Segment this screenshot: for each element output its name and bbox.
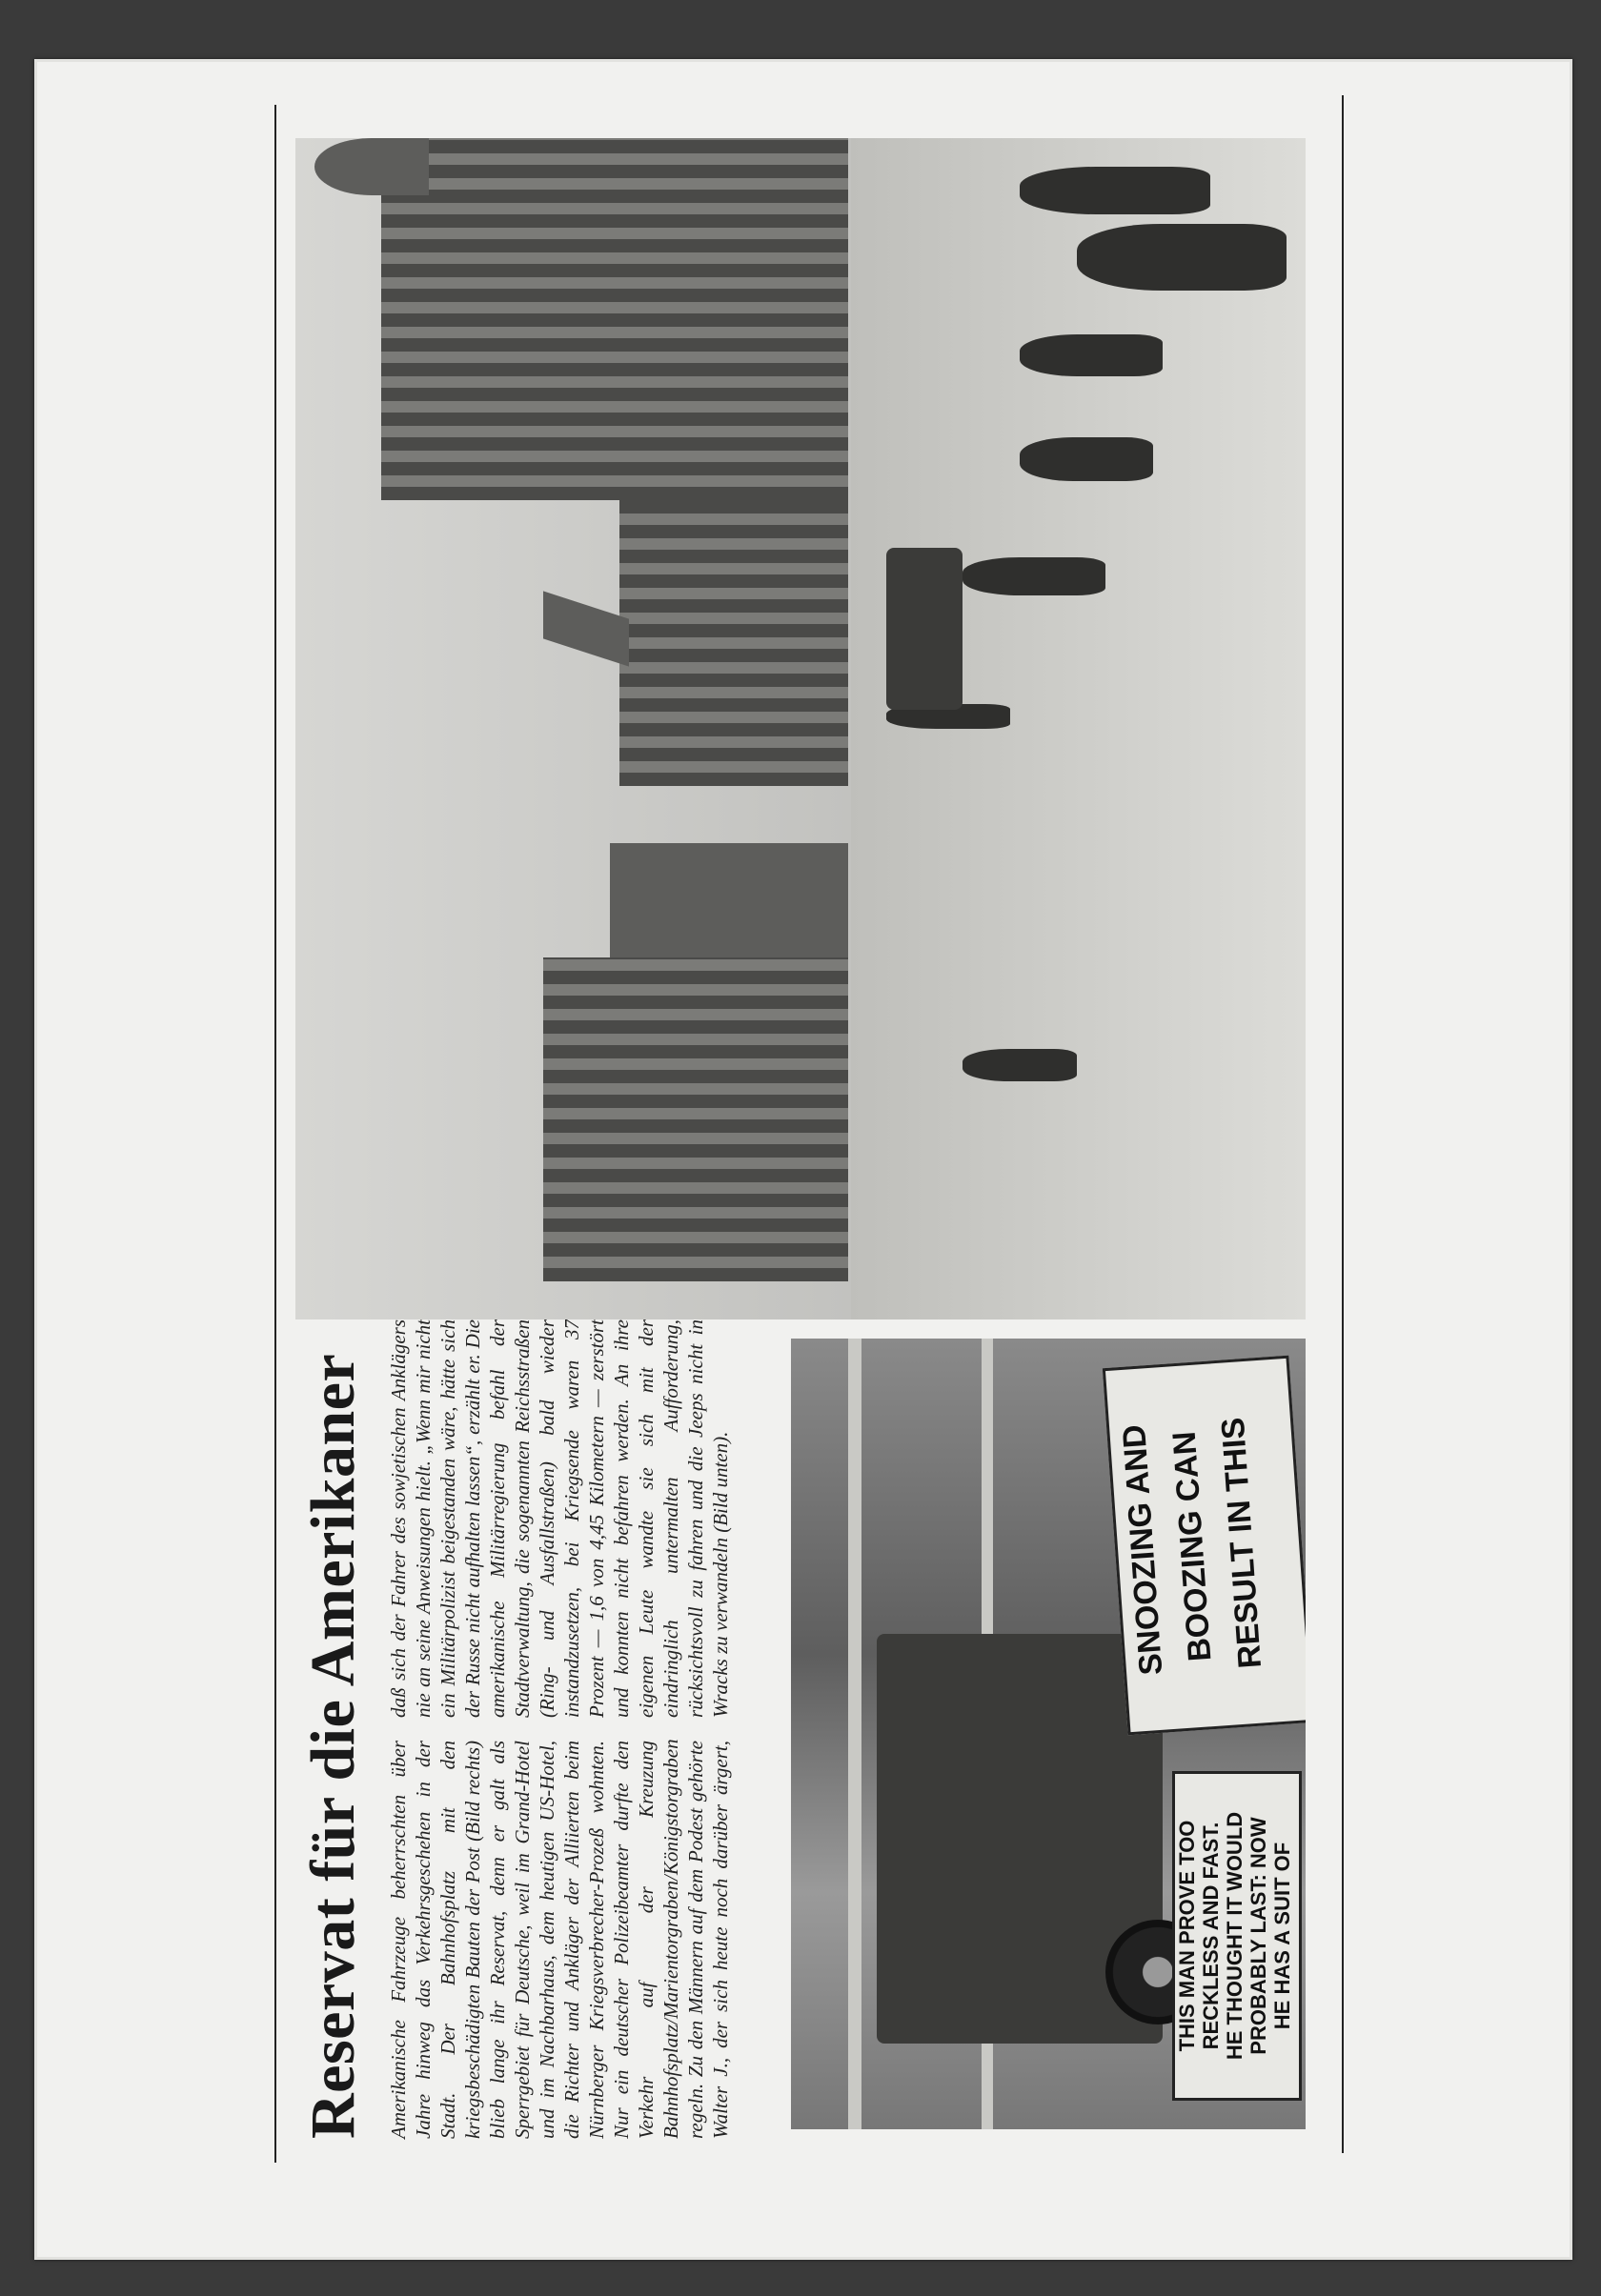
warning-sign-left: THIS MAN PROVE TOO RECKLESS AND FAST. HE THOUGHT IT WOULD PROBABLY LAST: NOW HE HAS A SUIT OF bbox=[1172, 1771, 1302, 2101]
post-building bbox=[381, 138, 848, 500]
headline: Reservat für die Amerikaner bbox=[298, 1353, 368, 2139]
warning-sign-right: SNOOZING AND BOOZING CAN RESULT IN THIS bbox=[1103, 1356, 1306, 1736]
article-text: Amerikanische Fahrzeuge beherrschten über Jahre hinweg das Verkehrsgeschehen in der Stadt. Der Bahnhofsplatz mit den kriegsbeschädigten Bauten der Post (Bild rechts) blieb lange ihr Reservat, denn er galt als Sperrgebiet für Deutsche, weil im Grand-Hotel und im Nachbarhaus, dem heutigen US-Hotel, die Richter und Ankläger der Alliierten beim Nürnberger Kriegsverbrecher-Prozeß wohnten. Nur ein deutscher Polizeibeamter durfte den Verkehr auf der Kreuzung Bahnhofsplatz/Marientorgraben/Königstorgraben regeln. Zu den Männern auf dem Podest gehörte Walter J., der sich heute noch darüber ärgert, daß sich der Fahrer des sowjetischen Anklägers nie an seine Anweisungen hielt. „Wenn mir nicht ein Militärpolizist beigestanden wäre, hätte sich der Russe nicht aufhalten lassen“, erzählt er. Die amerikanische Militärregierung befahl der Stadtverwaltung, die sogenannten Reichsstraßen (Ring- und Ausfallstraßen) bald wieder instandzusetzen, bei Kriegsende waren 37 Prozent — 1,6 von 4,45 Kilometern — zerstört und konnten nicht befahren werden. An ihre eigenen Leute wandte sie sich mit der eindringlich untermalten Aufforderung, rücksichtsvoll zu fahren und die Jeeps nicht in Wracks zu verwandeln (Bild unten). bbox=[387, 1319, 732, 2139]
photo-wrecked-jeep bbox=[791, 1339, 1306, 2129]
newspaper-clipping bbox=[295, 138, 1344, 2139]
border-line-left bbox=[274, 105, 276, 2163]
damaged-building bbox=[543, 957, 848, 1281]
photo-bahnhofsplatz bbox=[295, 138, 1306, 1319]
